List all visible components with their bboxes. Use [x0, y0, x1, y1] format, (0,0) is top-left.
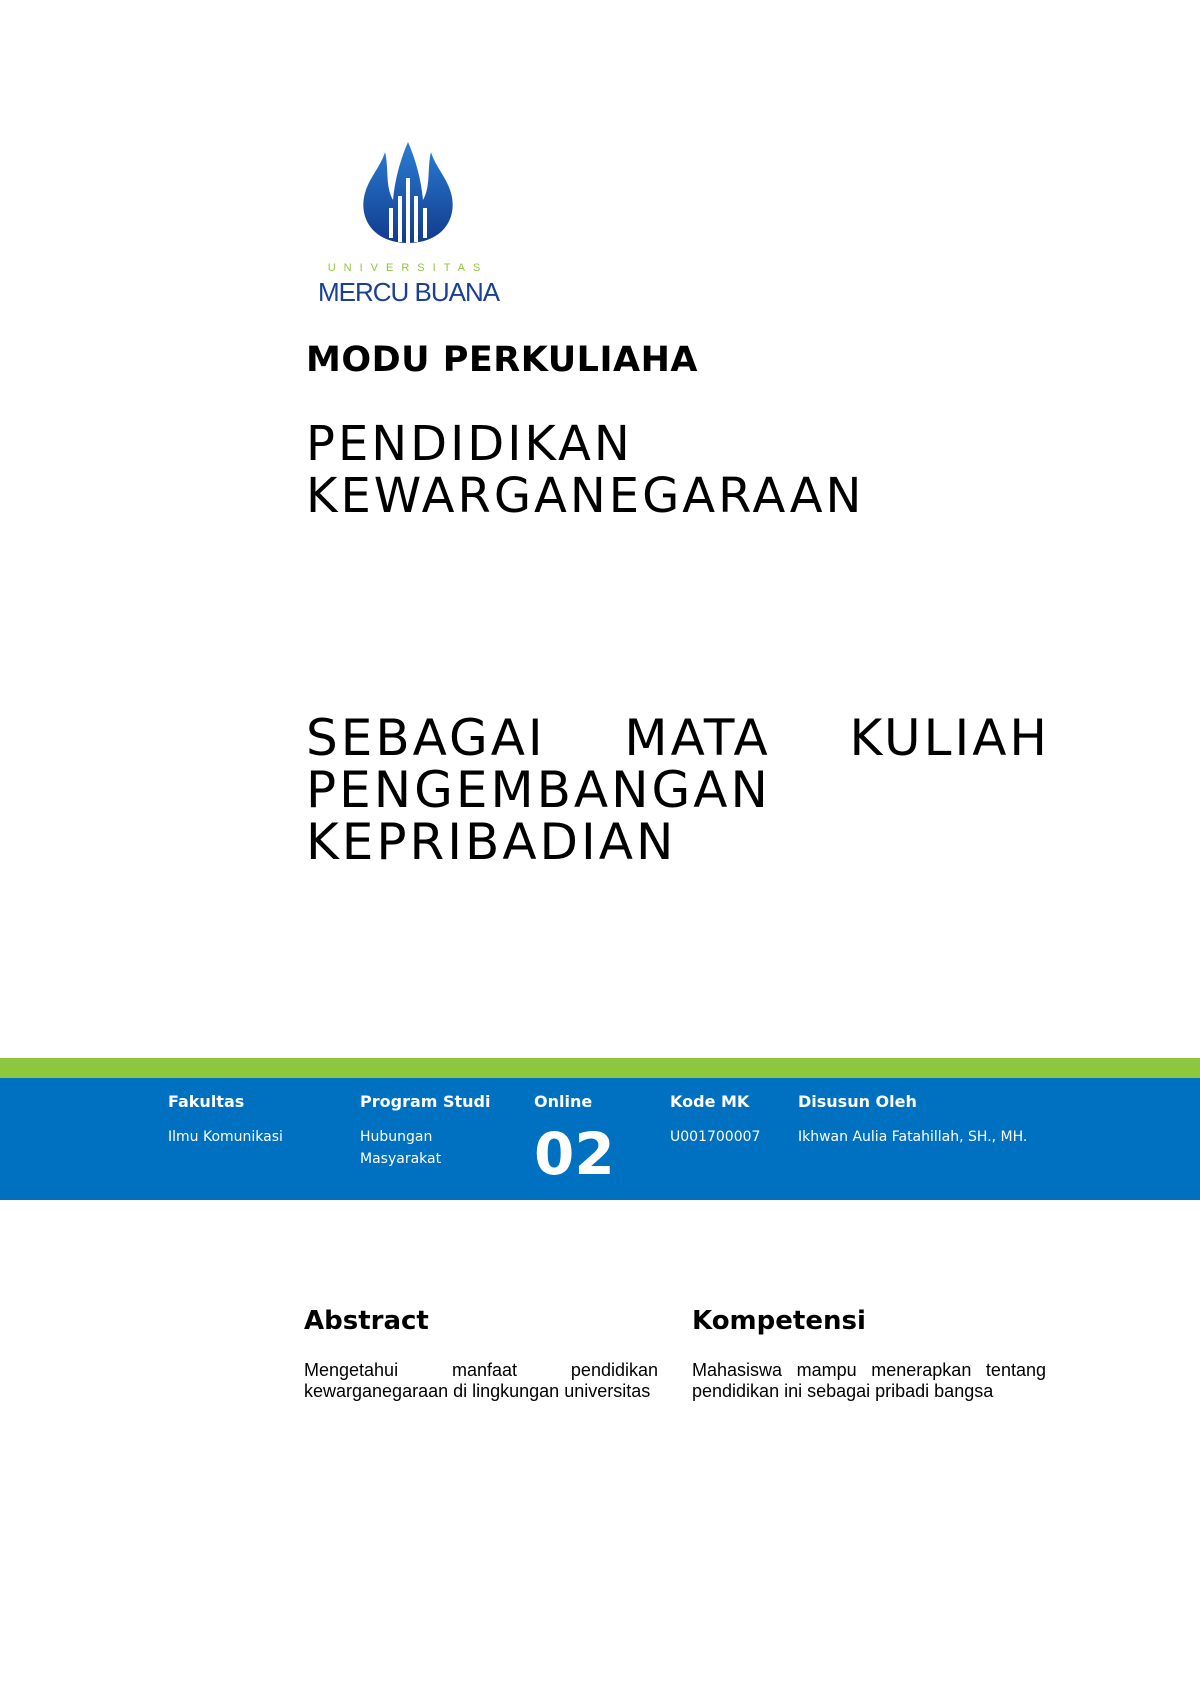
- kompetensi-body: Mahasiswa mampu menerapkan tentang pendidikan ini sebagai pribadi bangsa: [692, 1360, 1046, 1401]
- program-studi-value-line1: Hubungan: [360, 1129, 433, 1145]
- logo-university-name: MERCU BUANA: [318, 277, 500, 307]
- kompetensi-heading: Kompetensi: [692, 1306, 866, 1336]
- course-title: PENDIDIKAN KEWARGANEGARAAN: [306, 416, 865, 524]
- disusun-oleh-value: Ikhwan Aulia Fatahillah, SH., MH.: [798, 1129, 1028, 1145]
- online-number: 02: [534, 1120, 615, 1188]
- program-studi-label: Program Studi: [360, 1092, 491, 1111]
- abstract-heading: Abstract: [304, 1306, 429, 1336]
- kode-mk-value: U001700007: [670, 1129, 761, 1145]
- logo-universitas-text: UNIVERSITAS: [327, 262, 489, 274]
- course-info-band: [0, 1078, 1200, 1200]
- flame-emblem-icon: [303, 138, 513, 260]
- modul-label: MODU PERKULIAHA: [306, 340, 698, 380]
- disusun-oleh-label: Disusun Oleh: [798, 1092, 917, 1111]
- kode-mk-label: Kode MK: [670, 1092, 750, 1111]
- fakultas-label: Fakultas: [168, 1092, 245, 1111]
- university-logo: [303, 138, 523, 308]
- fakultas-value: Ilmu Komunikasi: [168, 1129, 283, 1145]
- program-studi-value-line2: Masyarakat: [360, 1151, 442, 1167]
- course-subtitle: SEBAGAI MATA KULIAH PENGEMBANGAN KEPRIBADIAN: [306, 709, 1050, 871]
- online-label: Online: [534, 1092, 593, 1111]
- program-studi-value: [360, 1126, 441, 1170]
- green-divider-bar: [0, 1058, 1200, 1078]
- abstract-body: Mengetahui manfaat pendidikan kewarganegaraan di lingkungan universitas: [304, 1360, 658, 1401]
